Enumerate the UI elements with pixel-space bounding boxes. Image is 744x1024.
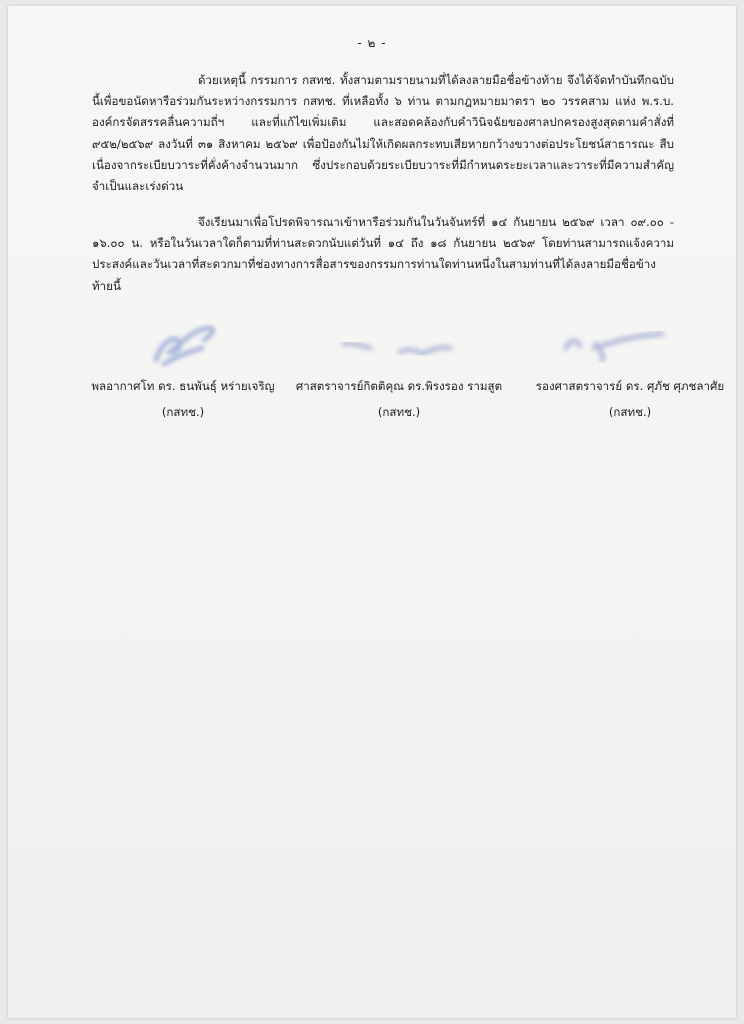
paragraph-1: ด้วยเหตุนี้ กรรมการ กสทช. ทั้งสามตามรายนามที่ได้ลงลายมือชื่อข้างท้าย จึงได้จัดทำบันทึกฉบับนี้เพื่อขอนัดหารือร่วมกันระหว่างกรรมการ กสทช. ที่เหลือทั้ง ๖ ท่าน ตามกฎหมายมาตรา ๒๐ วรรคสาม แห่ง พ.ร.บ. องค์กรจัดสรรคลื่นความถี่ฯ และที่แก้ไขเพิ่มเติม และสอดคล้องกับคำวินิจฉัยของศาลปกครองสูงสุดตามคำสั่งที่ ๙๕๒/๒๕๖๙ ลงวันที่ ๓๑ สิงหาคม ๒๕๖๙ เพื่อป้องกันไม่ให้เกิดผลกระทบเสียหายกว้างขวางต่อประโยชน์สาธารณะ สืบเนื่องจากระเบียบวาระที่คั่งค้างจำนวนมาก ซึ่งประกอบด้วยระเบียบวาระที่มีกำหนดระยะเวลาและวาระที่มีความสำคัญ จำเป็นและเร่งด่วน xyxy=(92,73,674,194)
signer-org-3: (กสทช.) xyxy=(608,405,652,419)
signature-image-3 xyxy=(532,318,728,374)
signer-name-2: ศาสตราจารย์กิตติคุณ ดร.พิรงรอง รามสูต xyxy=(295,379,503,393)
paragraph-1-container xyxy=(92,70,674,197)
signer-org-1: (กสทช.) xyxy=(161,405,205,419)
signer-name-1: พลอากาศโท ดร. ธนพันธุ์ หร่ายเจริญ xyxy=(91,379,275,393)
signature-block-2 xyxy=(290,318,508,422)
signature-mark-3-icon xyxy=(532,318,728,374)
signer-org-2: (กสทช.) xyxy=(377,405,421,419)
signature-image-2 xyxy=(290,318,508,374)
signature-image-1 xyxy=(78,318,288,374)
signer-name-3: รองศาสตราจารย์ ดร. ศุภัช ศุภชลาศัย xyxy=(535,379,725,393)
paragraph-2-container xyxy=(92,212,674,297)
signature-block-3 xyxy=(532,318,728,422)
document-page xyxy=(8,6,736,1018)
signature-mark-2-icon xyxy=(290,318,508,374)
page-number: - ๒ - xyxy=(357,36,387,50)
signature-mark-1-icon xyxy=(78,318,288,374)
signature-block-1 xyxy=(78,318,288,422)
paragraph-2: จึงเรียนมาเพื่อโปรดพิจารณาเข้าหารือร่วมกันในวันจันทร์ที่ ๑๔ กันยายน ๒๕๖๙ เวลา ๐๙.๐๐ - ๑๖.๐๐ น. หรือในวันเวลาใดก็ตามที่ท่านสะดวกนับแต่วันที่ ๑๔ ถึง ๑๘ กันยายน ๒๕๖๙ โดยท่านสามารถแจ้งความประสงค์และวันเวลาที่สะดวกมาที่ช่องทางการสื่อสารของกรรมการท่านใดท่านหนึ่งในสามท่านที่ได้ลงลายมือชื่อข้างท้ายนี้ xyxy=(92,215,674,293)
